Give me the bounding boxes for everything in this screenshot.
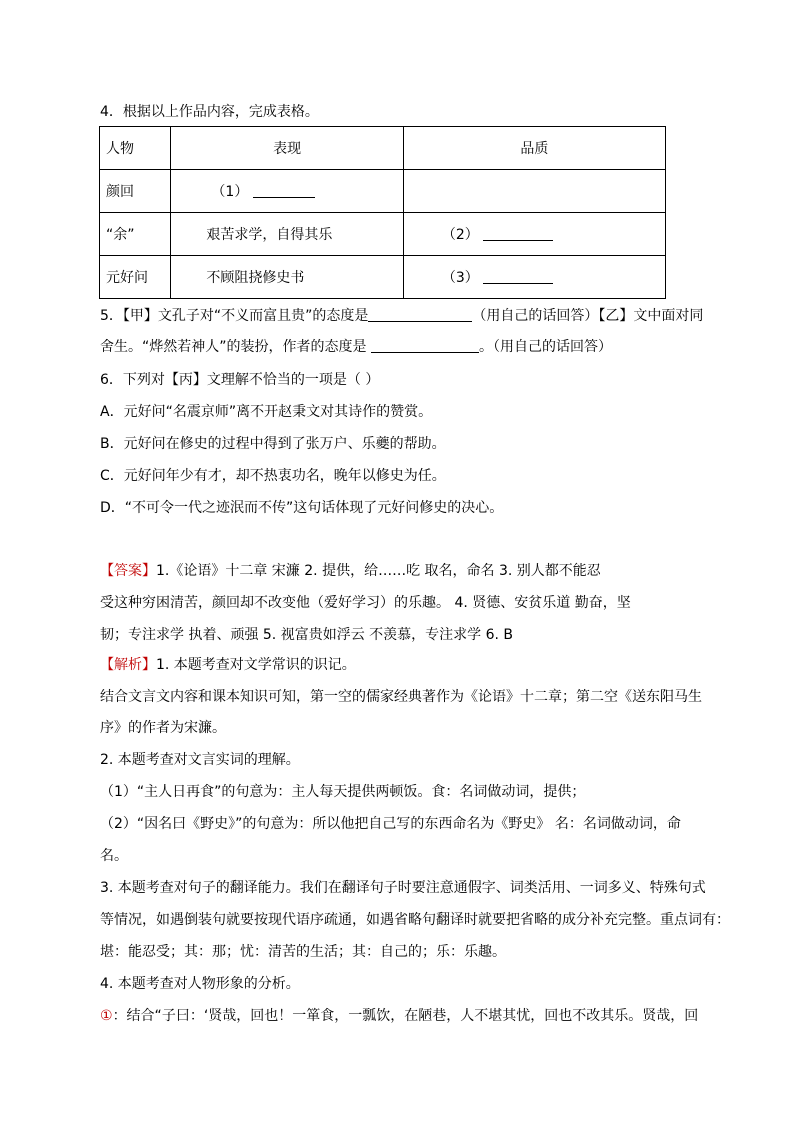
header-behavior: 表现 [171,127,403,170]
analysis-line5: （1）“主人日再食”的句意为：主人每天提供两顿饭。食：名词做动词，提供； [100,784,586,800]
header-person: 人物 [100,127,171,170]
analysis-line12 [100,1007,698,1025]
analysis-line8: 3. 本题考查对句子的翻译能力。我们在翻译句子时要注意通假字、词类活用、一词多义、特殊句式 [100,880,706,896]
answer-tag: 【答案】 [100,563,156,579]
analysis-text: ：结合“子曰：‘贤哉，回也！一箪食，一瓢饮，在陋巷，人不堪其忧，回也不改其乐。贤哉，回 [112,1008,699,1024]
option-b[interactable]: B．元好问在修史的过程中得到了张万户、乐夔的帮助。 [100,436,446,452]
cell-behavior [171,170,403,213]
answer-table [99,126,666,299]
cell-behavior: 艰苦求学，自得其乐 [171,213,403,256]
q5-text: （用自己的话回答）【乙】文中面对同 [472,308,704,324]
q5-text: 舍生。“烨然若神人”的装扮，作者的态度是 [100,339,371,355]
cell-quality [403,170,665,213]
cell-quality [403,213,665,256]
analysis-text: 1. 本题考查对文学常识的识记。 [156,657,356,673]
analysis-tag: 【解析】 [100,657,156,673]
analysis-line10: 堪：能忍受；其：那；忧：清苦的生活；其：自己的；乐：乐趣。 [100,944,506,960]
option-c[interactable]: C．元好问年少有才，却不热衷功名，晚年以修史为任。 [100,468,446,484]
blank-label: （1） [211,184,249,200]
cell-person: 颜回 [100,170,171,213]
analysis-line3: 序》的作者为宋濂。 [100,720,226,736]
answer-blank[interactable] [371,338,479,353]
answer-blank[interactable] [483,269,553,284]
answer-blank[interactable] [253,183,315,198]
blank-label: （3） [441,270,479,286]
analysis-line6: （2）“因名曰《野史》”的句意为：所以他把自己写的东西命名为《野史》 名：名词做动词，命 [100,816,681,832]
table-header-row [100,127,666,170]
q5-text: 。（用自己的话回答） [478,339,612,355]
table-row [100,170,666,213]
option-d[interactable]: D．“不可令一代之迹泯而不传”这句话体现了元好问修史的决心。 [100,500,504,516]
q5-line2 [100,338,612,356]
q6-stem: 6．下列对【丙】文理解不恰当的一项是（ ） [100,372,380,388]
answer-blank[interactable] [368,307,472,322]
analysis-line2: 结合文言文内容和课本知识可知，第一空的儒家经典著作为《论语》十二章；第二空《送东阳马生 [100,689,702,705]
answer-line2: 受这种穷困清苦，颜回却不改变他（爱好学习）的乐趣。 4. 贤德、安贫乐道 勤奋，坚 [100,595,631,611]
q4-title: 4．根据以上作品内容，完成表格。 [100,104,319,120]
cell-behavior: 不顾阻挠修史书 [171,256,403,299]
q5-text: 5．【甲】文孔子对“不义而富且贵”的态度是 [100,308,369,324]
answer-text: 1.《论语》十二章 宋濂 2. 提供，给……吃 取名，命名 3. 别人都不能忍 [156,563,601,579]
q5-line1 [100,307,703,325]
cell-person: 元好问 [100,256,171,299]
cell-quality [403,256,665,299]
blank-label: （2） [441,227,479,243]
analysis-line7: 名。 [100,848,128,864]
analysis-line9: 等情况，如遇倒装句就要按现代语序疏通，如遇省略句翻译时就要把省略的成分补充完整。重点词有： [100,912,730,928]
header-quality: 品质 [403,127,665,170]
answer-line3: 韧；专注求学 执着、顽强 5. 视富贵如浮云 不羡慕，专注求学 6. B [100,627,514,643]
answer-blank[interactable] [483,226,553,241]
cell-person: “余” [100,213,171,256]
analysis-line4: 2. 本题考查对文言实词的理解。 [100,752,300,768]
analysis-line11: 4. 本题考查对人物形象的分析。 [100,976,300,992]
answer-line1 [100,562,601,580]
table-row [100,256,666,299]
option-a[interactable]: A．元好问“名震京师”离不开赵秉文对其诗作的赞赏。 [100,404,433,420]
circled-one-marker: ① [100,1008,113,1024]
table-row [100,213,666,256]
analysis-line1 [100,656,356,674]
